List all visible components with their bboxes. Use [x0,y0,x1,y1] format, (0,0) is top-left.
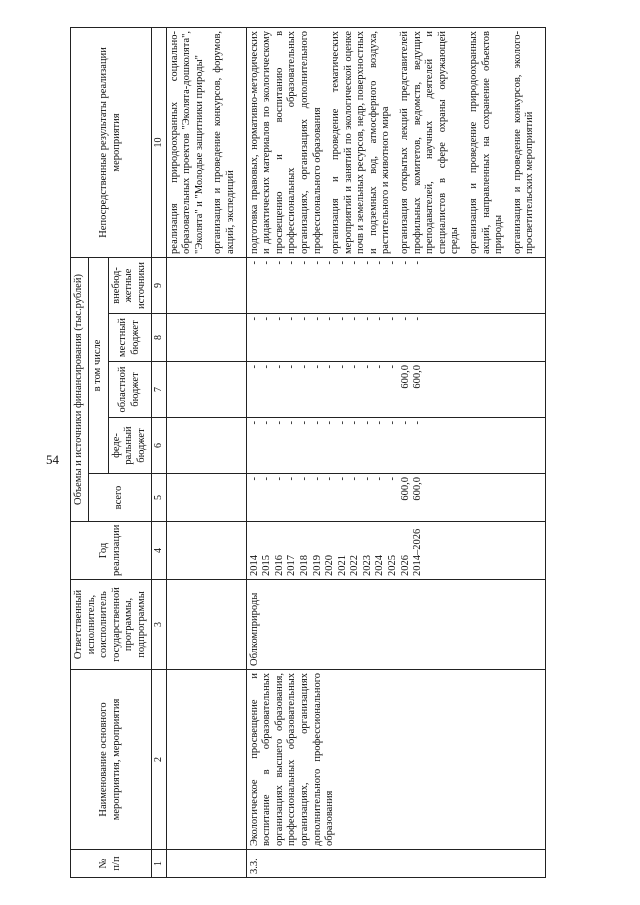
col-number: 9 [151,257,166,313]
result-item: организация и проведение тематических мероприятий и занятий по экологической оценке почв и земельных ресурсов, недр, поверхностных и подземных вод, атмосферного воздуха, растительного и животного мира [330,30,392,254]
list-value: 2015 [261,555,273,576]
list-value: - [361,421,373,425]
years-cell [246,522,545,580]
list-value: - [248,365,260,369]
result-item: организация и проведение природоохранных акций, направленных на сохранение объектов природы [468,30,505,254]
list-value: - [399,421,411,425]
list-value: - [412,421,424,425]
list-value: - [361,365,373,369]
activity-name: Экологическое просвещение и воспитание в образовательных организациях высшего образования, профессиональных образовательных организациях, организациях дополнительного профессионального образования [246,670,545,850]
header-activity: Наименование основного мероприятия, мероприятия [71,670,152,850]
list-value: - [349,477,361,481]
result-item: реализация природоохранных социально-образовательных проектов "Эколята-дошколята", "Эколята" и "Молодые защитники природы" [168,30,205,254]
list-value: - [361,317,373,321]
list-value: - [374,421,386,425]
header-total: всего [88,474,151,522]
list-value: - [273,365,285,369]
list-value: - [374,317,386,321]
col-number: 10 [151,27,166,257]
list-value: - [261,421,273,425]
list-value: - [387,317,399,321]
list-value: 2021 [336,555,348,576]
list-value: - [286,317,298,321]
list-value: 2016 [273,555,285,576]
list-value: 2023 [361,555,373,576]
list-value: - [248,421,260,425]
list-value: - [349,317,361,321]
header-federal: феде-ральный бюджет [108,418,151,474]
list-value: - [261,477,273,481]
result-item: организация и проведение конкурсов, эколого-просветительских мероприятий [511,30,536,254]
col-number: 2 [151,670,166,850]
list-value: - [336,260,348,265]
list-value: - [412,260,424,265]
col-number: 5 [151,474,166,522]
header-including: в том числе [88,257,108,473]
list-value: - [298,477,310,481]
list-value: - [387,365,399,369]
list-value: - [324,365,336,369]
col-number: 7 [151,362,166,418]
list-value: - [311,421,323,425]
list-value: - [298,365,310,369]
list-value: - [311,260,323,265]
result-item: подготовка правовых, нормативно-методических и дидактических материалов по экологическому просвещению и воспитанию в профессиональных образовательных организациях, организациях дополнительного профессионального образования [248,30,323,254]
list-value: - [286,421,298,425]
col-number: 8 [151,314,166,362]
header-funding: Объемы и источники финансирования (тыс.рублей) [71,257,89,521]
col-number: 6 [151,418,166,474]
list-value: - [273,421,285,425]
list-value: - [349,260,361,265]
list-value: 2014–2026 [412,528,424,576]
table-row-3-3 [246,27,545,877]
list-value: - [286,477,298,481]
col-number: 1 [151,850,166,878]
list-value: - [349,421,361,425]
list-value: 2020 [324,555,336,576]
list-value: - [298,260,310,265]
rotated-table-container [70,28,585,878]
header-results: Непосредственные результаты реализации мероприятия [71,27,152,257]
extrabudget-cell [246,257,545,313]
list-value: - [324,421,336,425]
list-value: - [324,317,336,321]
header-extrabudget: внебюд-жетные источники [108,257,151,313]
list-value: - [374,260,386,265]
col-number: 3 [151,580,166,670]
list-value: - [311,365,323,369]
list-value: - [286,260,298,265]
list-value: - [336,477,348,481]
list-value: - [311,317,323,321]
list-value: - [298,421,310,425]
list-value: 2025 [387,555,399,576]
list-value: - [336,365,348,369]
list-value: - [387,477,399,481]
list-value: - [261,317,273,321]
list-value: 2019 [311,555,323,576]
list-value: - [324,477,336,481]
results-cell [246,27,545,257]
executor: Облкомприроды [246,580,545,670]
regional-cell [246,362,545,418]
list-value: - [412,317,424,321]
col-number: 4 [151,522,166,580]
continuation-row [166,27,246,877]
list-value: - [387,421,399,425]
list-value: - [273,477,285,481]
list-value: - [336,317,348,321]
total-cell [246,474,545,522]
list-value: - [374,365,386,369]
list-value: - [261,260,273,265]
list-value: - [261,365,273,369]
list-value: - [248,477,260,481]
list-value: - [248,317,260,321]
header-year: Год реализации [71,522,152,580]
list-value: - [298,317,310,321]
federal-cell [246,418,545,474]
header-num: № п/п [71,850,152,878]
list-value: 600,0 [412,365,424,389]
list-value: 2017 [286,555,298,576]
list-value: - [349,365,361,369]
program-activities-table [70,27,546,878]
column-number-row [151,27,166,877]
list-value: - [387,260,399,265]
list-value: - [374,477,386,481]
list-value: - [399,260,411,265]
list-value: 2018 [298,555,310,576]
list-value: 2022 [349,555,361,576]
list-value: - [311,477,323,481]
list-value: 600,0 [412,477,424,501]
header-regional: областной бюджет [108,362,151,418]
continued-results [166,27,246,257]
list-value: - [399,317,411,321]
list-value: - [273,260,285,265]
result-item: организация и проведение конкурсов, форумов, акций, экспедиций [212,30,236,254]
list-value: 600,0 [399,477,411,501]
result-item: организация открытых лекций представителей профильных комитетов, ведомств, ведущих преподавателей, научных деятелей и специалистов в сфере охраны окружающей среды [399,30,461,254]
page-number: 54 [46,452,59,467]
list-value: 600,0 [399,365,411,389]
row-number: 3.3. [246,850,545,878]
list-value: - [361,260,373,265]
list-value: - [336,421,348,425]
list-value: 2014 [248,555,260,576]
list-value: - [273,317,285,321]
list-value: - [286,365,298,369]
list-value: 2026 [399,555,411,576]
local-cell [246,314,545,362]
header-local: местный бюджет [108,314,151,362]
list-value: 2024 [374,555,386,576]
list-value: - [248,260,260,265]
header-executor: Ответственный исполнитель, соисполнитель государственной программы, подпрограммы [71,580,152,670]
list-value: - [324,260,336,265]
list-value: - [361,477,373,481]
